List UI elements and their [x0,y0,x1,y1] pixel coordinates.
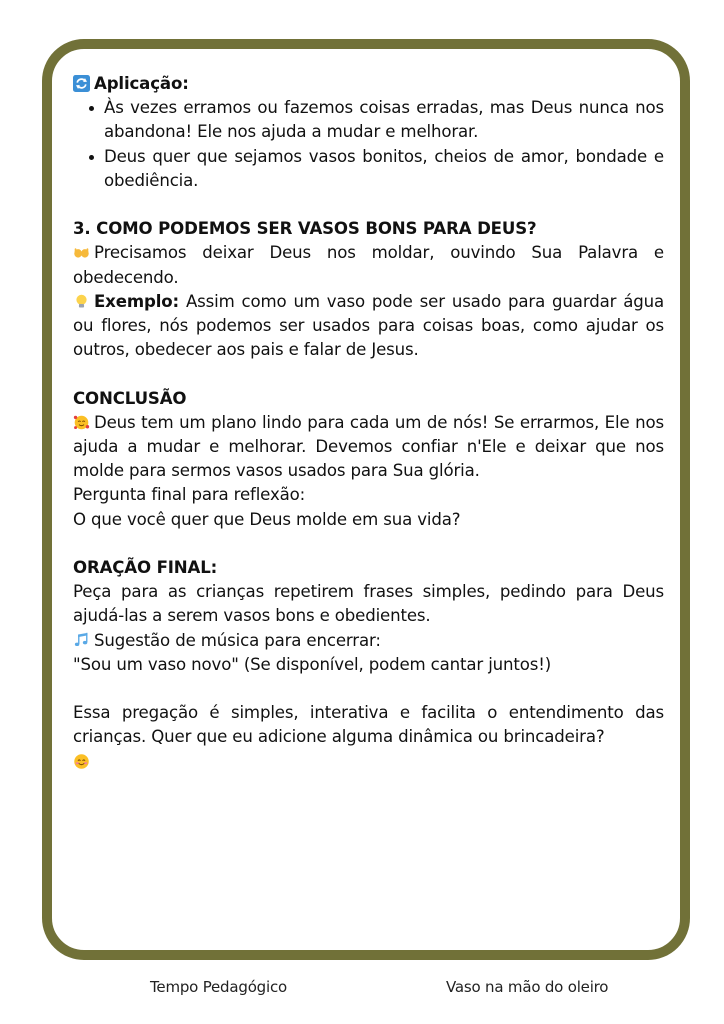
conclusao-paragraph: Deus tem um plano lindo para cada um de nós! Se errarmos, Ele nos ajuda a mudar e melhorar. Devemos confiar n'Ele e deixar que nos molde para sermos vasos usados para Sua glória. [73,412,664,481]
reflection-label: Pergunta final para reflexão: [73,485,306,505]
bullet-dot [89,106,94,111]
section3-paragraph: Precisamos deixar Deus nos moldar, ouvindo Sua Palavra e obedecendo. [73,243,664,287]
footer-left-label: Tempo Pedagógico [150,978,287,996]
section3-example: Exemplo: Assim como um vaso pode ser usado para guardar água ou flores, nós podemos ser usados para coisas boas, como ajudar os outros, obedecer aos pais e falar de Jesus. [73,291,664,360]
smiling-face-icon [73,753,90,770]
raised-hands-icon [73,244,90,261]
aplicacao-list [73,96,664,193]
reflection-question: O que você quer que Deus molde em sua vida? [73,509,461,529]
bullet-dot [89,155,94,160]
music-suggestion: "Sou um vaso novo" (Se disponível, podem cantar juntos!) [73,654,552,674]
closing-emoji-line [73,750,664,774]
repeat-arrows-icon [73,75,90,92]
smiling-face-with-hearts-icon [73,414,90,431]
list-item: Deus quer que sejamos vasos bonitos, cheios de amor, bondade e obediência. [73,145,664,193]
document-content [73,72,664,774]
closing-paragraph: Essa pregação é simples, interativa e facilita o entendimento das crianças. Quer que eu adicione alguma dinâmica ou brincadeira? [73,703,664,747]
section3-heading: 3. COMO PODEMOS SER VASOS BONS PARA DEUS? [73,219,537,239]
example-label: Exemplo: [94,291,179,311]
oracao-heading: ORAÇÃO FINAL: [73,558,218,578]
musical-notes-icon [73,632,90,649]
aplicacao-heading [73,72,664,96]
aplicacao-title: Aplicação: [94,74,189,93]
light-bulb-icon [73,293,90,310]
list-item: Às vezes erramos ou fazemos coisas erradas, mas Deus nunca nos abandona! Ele nos ajuda a mudar e melhorar. [73,96,664,144]
conclusao-heading: CONCLUSÃO [73,388,187,408]
oracao-paragraph: Peça para as crianças repetirem frases simples, pedindo para Deus ajudá-las a serem vasos bons e obedientes. [73,582,664,626]
footer-right-label: Vaso na mão do oleiro [446,978,609,996]
music-suggestion-label: Sugestão de música para encerrar: [73,629,664,653]
